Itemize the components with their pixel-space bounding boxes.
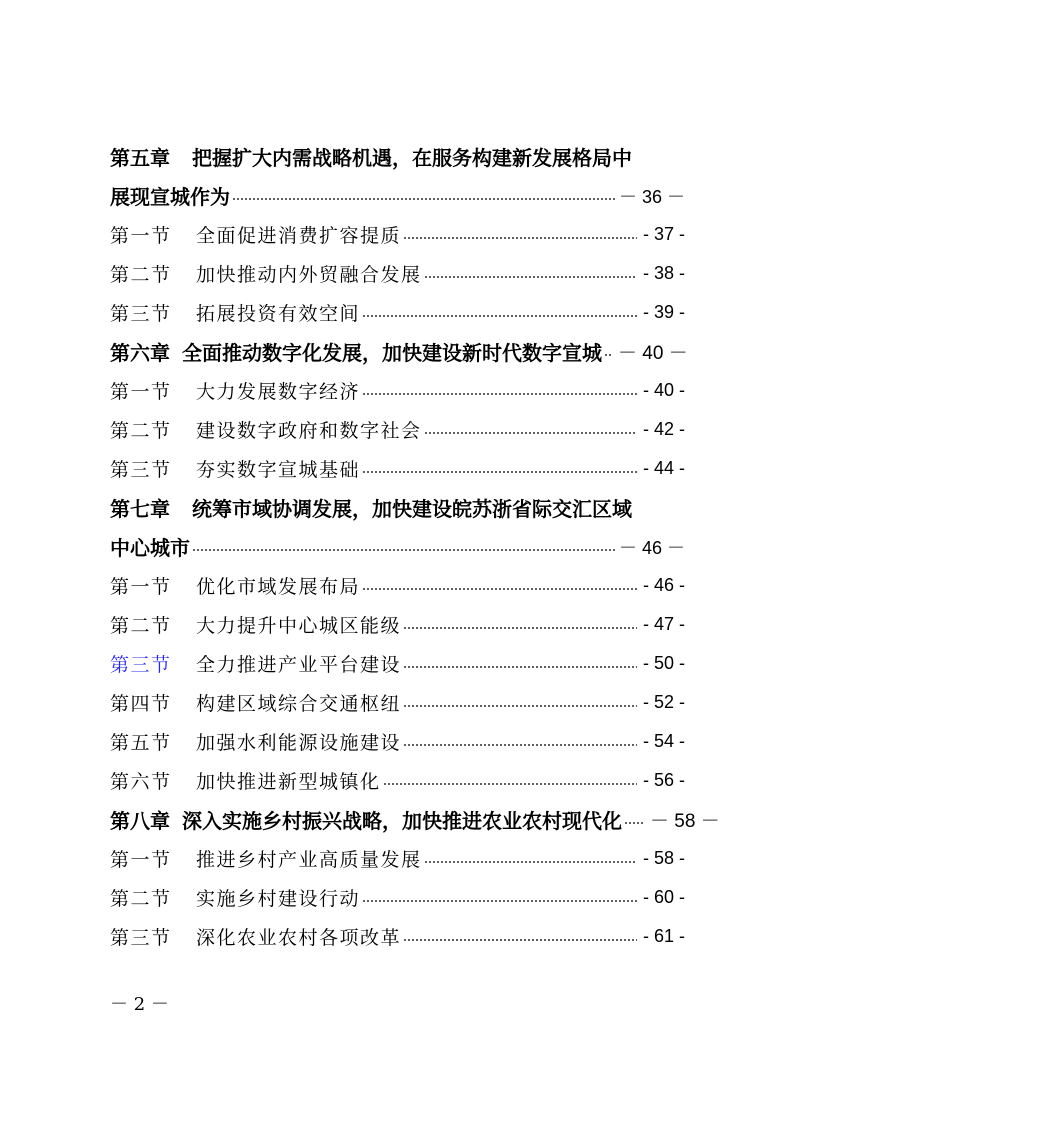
- toc-entry-section[interactable]: [110, 839, 685, 878]
- page-number: － 46 －: [618, 537, 685, 558]
- toc-entry-chapter-6[interactable]: [110, 332, 688, 371]
- toc-entry-section[interactable]: [110, 683, 685, 722]
- toc-entry-section[interactable]: [110, 722, 685, 761]
- toc-entry-section[interactable]: [110, 371, 685, 410]
- page-number: - 44 -: [642, 458, 685, 478]
- chapter-label: 第八章: [110, 809, 170, 833]
- dot-leader: [624, 814, 644, 832]
- section-label: 第五节: [110, 732, 172, 754]
- section-title: 拓展投资有效空间: [196, 303, 361, 325]
- toc-entry-section[interactable]: [110, 566, 685, 605]
- section-label: 第三节: [110, 303, 172, 325]
- page-number: - 52 -: [642, 692, 685, 712]
- section-label: 第二节: [110, 615, 172, 637]
- section-label: 第一节: [110, 225, 172, 247]
- dot-leader: [403, 229, 637, 247]
- page-number: - 42 -: [642, 419, 685, 439]
- dot-leader: [403, 736, 637, 754]
- section-title: 夯实数字宣城基础: [196, 459, 361, 481]
- toc-entry-section[interactable]: [110, 293, 685, 332]
- page-number: - 38 -: [642, 263, 685, 283]
- section-link-label[interactable]: 第三节: [110, 654, 172, 676]
- section-title: 加强水利能源设施建设: [196, 732, 402, 754]
- page-number: - 37 -: [642, 224, 685, 244]
- chapter-title: 把握扩大内需战略机遇，在服务构建新发展格局中: [192, 146, 632, 170]
- page-number: - 47 -: [642, 614, 685, 634]
- section-title: 加快推动内外贸融合发展: [196, 264, 422, 286]
- toc-entry-section[interactable]: [110, 605, 685, 644]
- section-label: 第一节: [110, 381, 172, 403]
- toc-entry-chapter-5[interactable]: [110, 137, 685, 176]
- page-number: - 50 -: [642, 653, 685, 673]
- dot-leader: [362, 307, 637, 325]
- dot-leader: [362, 580, 637, 598]
- dot-leader: [362, 385, 637, 403]
- section-label: 第一节: [110, 849, 172, 871]
- section-title: 构建区域综合交通枢纽: [196, 693, 402, 715]
- toc-entry-chapter-8[interactable]: [110, 800, 720, 839]
- section-title: 大力发展数字经济: [196, 381, 361, 403]
- dot-leader: [383, 775, 637, 793]
- chapter-title-cont: 展现宣城作为: [110, 185, 230, 209]
- toc-entry-section[interactable]: [110, 254, 685, 293]
- footer-page-number: － 2 －: [110, 994, 169, 1015]
- page-number: - 39 -: [642, 302, 685, 322]
- section-label: 第三节: [110, 927, 172, 949]
- page-number: - 40 -: [642, 380, 685, 400]
- chapter-title: 深入实施乡村振兴战略，加快推进农业农村现代化: [182, 809, 622, 833]
- page-number: - 61 -: [642, 926, 685, 946]
- section-title: 实施乡村建设行动: [196, 888, 361, 910]
- toc-entry-chapter-5-cont[interactable]: [110, 176, 685, 215]
- dot-leader: [424, 268, 637, 286]
- dot-leader: [424, 853, 637, 871]
- section-label: 第六节: [110, 771, 172, 793]
- toc-entry-section[interactable]: [110, 644, 685, 683]
- section-title: 加快推进新型城镇化: [196, 771, 381, 793]
- section-title: 建设数字政府和数字社会: [196, 420, 422, 442]
- chapter-title: 统筹市域协调发展，加快建设皖苏浙省际交汇区域: [192, 497, 632, 521]
- chapter-title: 全面推动数字化发展，加快建设新时代数字宣城: [182, 341, 602, 365]
- section-label: 第三节: [110, 459, 172, 481]
- page-number: - 46 -: [642, 575, 685, 595]
- section-label: 第二节: [110, 420, 172, 442]
- chapter-title-cont: 中心城市: [110, 536, 190, 560]
- table-of-contents: [110, 137, 720, 956]
- dot-leader: [192, 541, 617, 559]
- section-label: 第四节: [110, 693, 172, 715]
- dot-leader: [424, 424, 637, 442]
- toc-entry-chapter-7-cont[interactable]: [110, 527, 685, 566]
- section-label: 第二节: [110, 888, 172, 910]
- section-title: 大力提升中心城区能级: [196, 615, 402, 637]
- section-title: 全面促进消费扩容提质: [196, 225, 402, 247]
- toc-entry-chapter-7[interactable]: [110, 488, 685, 527]
- dot-leader: [362, 463, 637, 481]
- toc-entry-section[interactable]: [110, 449, 685, 488]
- toc-entry-section[interactable]: [110, 878, 685, 917]
- chapter-label: 第六章: [110, 341, 170, 365]
- page-number: － 58 －: [650, 811, 720, 832]
- chapter-label: 第七章: [110, 497, 170, 521]
- section-title: 优化市域发展布局: [196, 576, 361, 598]
- section-title: 推进乡村产业高质量发展: [196, 849, 422, 871]
- page-number: － 40 －: [618, 343, 688, 364]
- section-title: 全力推进产业平台建设: [196, 654, 402, 676]
- section-title: 深化农业农村各项改革: [196, 927, 402, 949]
- dot-leader: [362, 892, 637, 910]
- toc-entry-section[interactable]: [110, 410, 685, 449]
- toc-entry-section[interactable]: [110, 215, 685, 254]
- page-number: - 58 -: [642, 848, 685, 868]
- page-number: － 36 －: [618, 186, 685, 207]
- dot-leader: [403, 619, 637, 637]
- section-label: 第一节: [110, 576, 172, 598]
- page-number: - 56 -: [642, 770, 685, 790]
- page-number: - 54 -: [642, 731, 685, 751]
- chapter-label: 第五章: [110, 146, 170, 170]
- section-label: 第二节: [110, 264, 172, 286]
- dot-leader: [403, 697, 637, 715]
- page-number: - 60 -: [642, 887, 685, 907]
- dot-leader: [232, 190, 617, 208]
- toc-entry-section[interactable]: [110, 917, 685, 956]
- dot-leader: [403, 931, 637, 949]
- dot-leader: [604, 346, 612, 364]
- dot-leader: [403, 658, 637, 676]
- toc-entry-section[interactable]: [110, 761, 685, 800]
